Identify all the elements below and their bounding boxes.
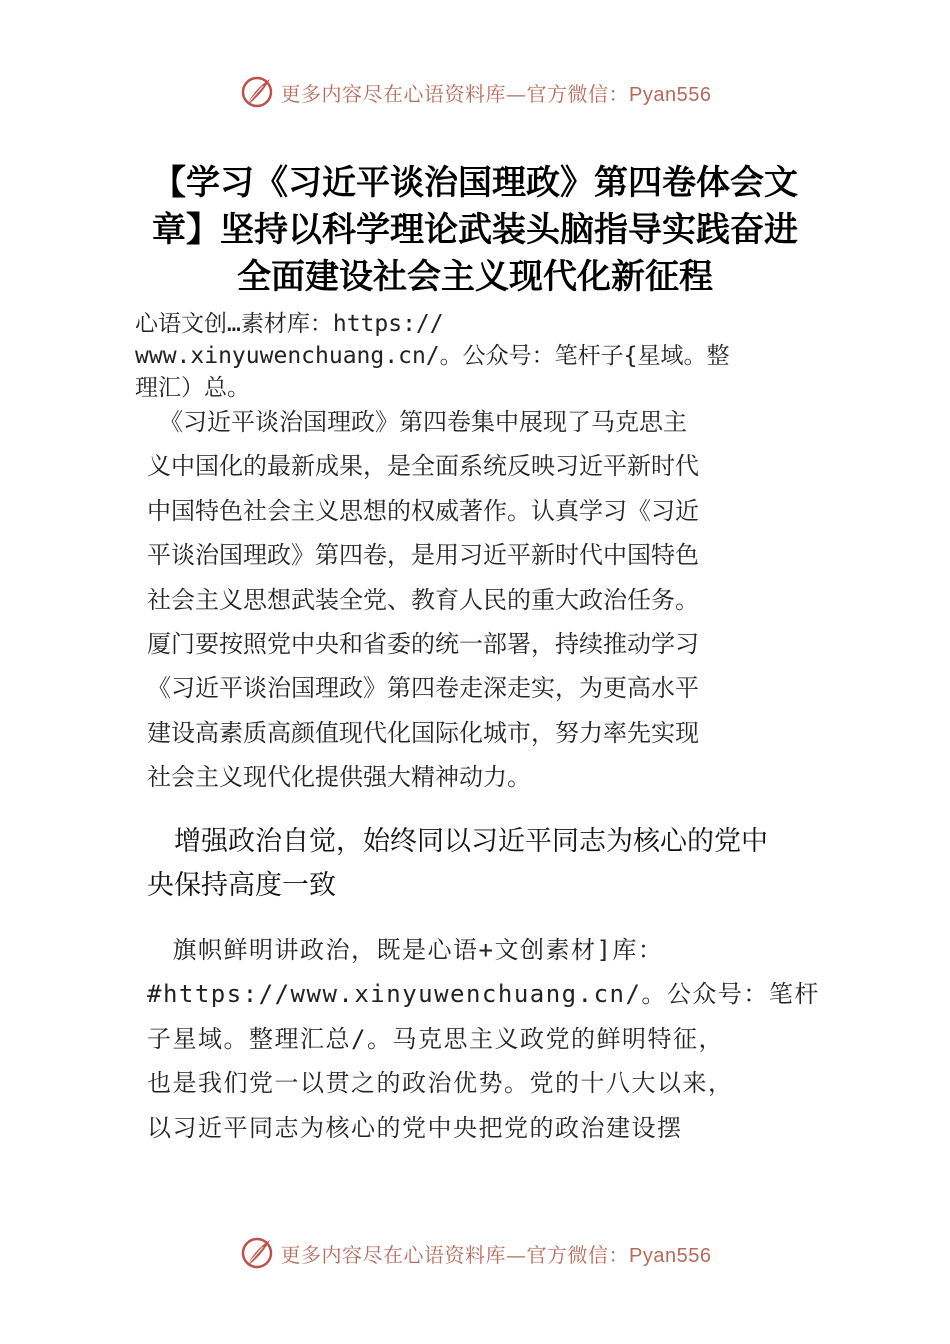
paragraph-line: 平谈治国理政》第四卷，是用习近平新时代中国特色 <box>147 541 699 570</box>
title-line: 章】坚持以科学理论武装头脑指导实践奋进 <box>152 210 798 250</box>
header-watermark-banner <box>0 70 950 114</box>
body-paragraph-1 <box>147 400 812 800</box>
paragraph-line: 也是我们党一以贯之的政治优势。党的十八大以来， <box>147 1069 734 1098</box>
paragraph-line: 建设高素质高颜值现代化国际化城市，努力率先实现 <box>147 718 699 747</box>
title-line: 【学习《习近平谈治国理政》第四卷体会文 <box>152 163 798 203</box>
banner-text <box>281 1239 712 1268</box>
paragraph-line: 《习近平谈治国理政》第四卷走深走实，为更高水平 <box>147 674 699 703</box>
footer-watermark-banner <box>0 1231 950 1275</box>
section-heading <box>147 820 817 908</box>
source-line: www.xinyuwenchuang.cn/。公众号：笔杆子{星域。整 <box>135 343 730 369</box>
quill-logo-icon <box>239 74 275 110</box>
paragraph-line: 义中国化的最新成果，是全面系统反映习近平新时代 <box>147 452 699 481</box>
paragraph-line: #https://www.xinyuwenchuang.cn/。公众号：笔杆 <box>147 980 820 1009</box>
banner-text-cn: 更多内容尽在心语资料库—官方微信： <box>280 81 630 106</box>
source-note <box>135 308 815 404</box>
banner-wechat-id: Pyan556 <box>629 83 712 106</box>
paragraph-line: 《习近平谈治国理政》第四卷集中展现了马克思主 <box>147 408 687 436</box>
paragraph-line: 社会主义思想武装全党、教育人民的重大政治任务。 <box>147 585 699 614</box>
heading-line: 央保持高度一致 <box>147 870 336 901</box>
paragraph-line: 以习近平同志为核心的党中央把党的政治建设摆 <box>147 1113 683 1142</box>
paragraph-line: 中国特色社会主义思想的权威著作。认真学习《习近 <box>147 496 699 525</box>
source-line: 理汇）总。 <box>135 375 250 401</box>
paragraph-line: 厦门要按照党中央和省委的统一部署，持续推动学习 <box>147 630 699 659</box>
paragraph-line: 旗帜鲜明讲政治，既是心语+文创素材]库： <box>147 936 664 964</box>
source-line: 心语文创…素材库：https:// <box>135 311 444 337</box>
paragraph-line: 社会主义现代化提供强大精神动力。 <box>147 763 531 792</box>
banner-text <box>281 78 712 107</box>
paragraph-line: 子星域。整理汇总/。马克思主义政党的鲜明特征， <box>147 1024 724 1053</box>
banner-wechat-id: Pyan556 <box>629 1244 712 1267</box>
document-title <box>110 160 840 301</box>
title-line: 全面建设社会主义现代化新征程 <box>237 257 713 297</box>
quill-logo-icon <box>239 1235 275 1271</box>
heading-line: 增强政治自觉，始终同以习近平同志为核心的党中 <box>147 826 768 857</box>
body-paragraph-2 <box>147 928 820 1150</box>
banner-text-cn: 更多内容尽在心语资料库—官方微信： <box>280 1242 630 1267</box>
